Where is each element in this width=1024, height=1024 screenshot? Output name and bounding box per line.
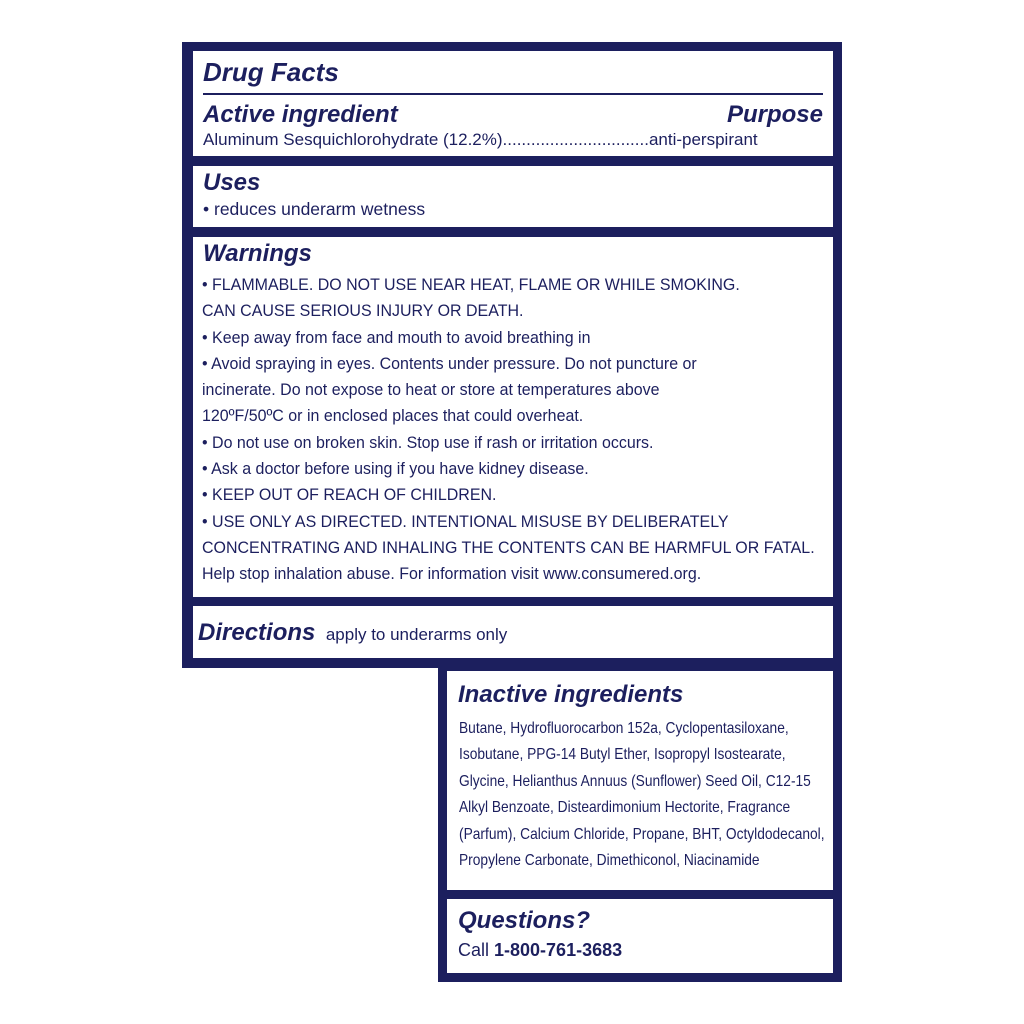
uses-item: • reduces underarm wetness	[203, 199, 426, 219]
warning-line: Help stop inhalation abuse. For information visit www.consumered.org.	[202, 564, 702, 584]
inactive-ingredient-line: (Parfum), Calcium Chloride, Propane, BHT, Octyldodecanol,	[459, 825, 825, 843]
inactive-ingredients-heading: Inactive ingredients	[458, 681, 684, 708]
directions-heading: Directions	[198, 619, 316, 646]
purpose-heading: Purpose	[726, 101, 823, 128]
title-rule	[203, 93, 823, 95]
active-ingredient-purpose: anti-perspirant	[648, 130, 758, 149]
inactive-ingredient-line: Glycine, Helianthus Annuus (Sunflower) Seed Oil, C12-15	[459, 772, 811, 790]
inactive-ingredient-line: Alkyl Benzoate, Disteardimonium Hectorite, Fragrance	[459, 799, 791, 817]
questions-section	[447, 899, 833, 973]
directions-text: apply to underarms only	[325, 625, 508, 644]
phone-number: 1-800-761-3683	[494, 940, 623, 960]
drug-facts-title: Drug Facts	[203, 57, 339, 87]
warning-line: • KEEP OUT OF REACH OF CHILDREN.	[202, 485, 497, 505]
inactive-ingredient-line: Propylene Carbonate, Dimethiconol, Niacinamide	[459, 852, 760, 870]
active-ingredient-row	[203, 127, 823, 153]
active-ingredient-section	[193, 51, 833, 156]
active-ingredient-heading: Active ingredient	[203, 101, 398, 128]
active-ingredient-name: Aluminum Sesquichlorohydrate (12.2%)...............................	[203, 130, 649, 149]
questions-heading: Questions?	[458, 907, 591, 934]
warnings-section	[193, 237, 833, 597]
warning-line: CONCENTRATING AND INHALING THE CONTENTS CAN BE HARMFUL OR FATAL.	[202, 537, 815, 557]
inactive-ingredients-list	[459, 716, 884, 874]
warning-line: • Ask a doctor before using if you have kidney disease.	[202, 459, 589, 479]
warning-line: • USE ONLY AS DIRECTED. INTENTIONAL MISUSE BY DELIBERATELY	[202, 511, 729, 531]
directions-row	[198, 620, 507, 648]
inactive-ingredients-section	[447, 671, 833, 890]
call-label: Call	[458, 940, 495, 960]
warning-line: • Do not use on broken skin. Stop use if rash or irritation occurs.	[202, 432, 654, 452]
directions-section	[193, 606, 833, 658]
warnings-heading: Warnings	[203, 240, 312, 267]
warning-line: incinerate. Do not expose to heat or store at temperatures above	[202, 380, 660, 400]
warning-line: • Keep away from face and mouth to avoid breathing in	[202, 327, 591, 347]
warning-line: 120ºF/50ºC or in enclosed places that could overheat.	[202, 406, 584, 426]
warning-line: • Avoid spraying in eyes. Contents under pressure. Do not puncture or	[202, 353, 697, 373]
inactive-ingredient-line: Isobutane, PPG-14 Butyl Ether, Isopropyl Isostearate,	[459, 746, 786, 764]
warnings-list	[202, 272, 854, 588]
uses-section	[193, 166, 833, 227]
uses-heading: Uses	[203, 169, 261, 196]
warning-line: CAN CAUSE SERIOUS INJURY OR DEATH.	[202, 301, 524, 321]
warning-line: • FLAMMABLE. DO NOT USE NEAR HEAT, FLAME OR WHILE SMOKING.	[202, 275, 740, 294]
inactive-ingredient-line: Butane, Hydrofluorocarbon 152a, Cyclopentasiloxane,	[459, 720, 789, 737]
questions-call-row	[458, 937, 622, 963]
